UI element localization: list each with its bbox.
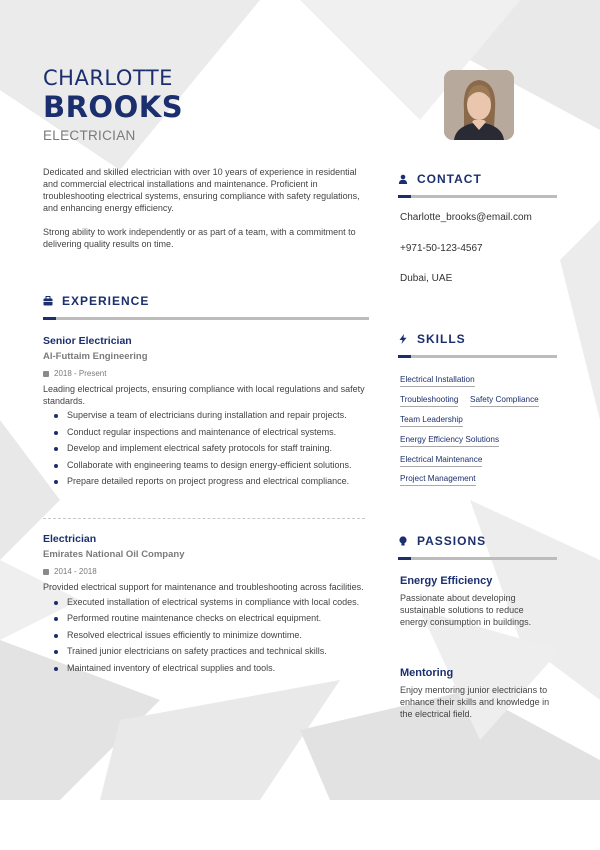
lightning-icon — [398, 334, 408, 344]
passion-description: Enjoy mentoring junior electricians to enhance their skills and knowledge in the electrical field. — [400, 685, 550, 719]
skill-tag: Electrical Maintenance — [400, 455, 482, 467]
job-entry — [43, 335, 373, 493]
contact-email[interactable]: Charlotte_brooks@email.com — [400, 212, 532, 223]
passions-rule — [398, 557, 557, 560]
job-divider — [43, 518, 365, 519]
job-dates: 2018 - Present — [43, 369, 373, 378]
profile-photo — [444, 70, 514, 140]
lightbulb-icon — [398, 536, 408, 546]
passions-heading: PASSIONS — [398, 534, 486, 548]
summary-paragraph: Dedicated and skilled electrician with over 10 years of experience in residential and commercial electrical installations and maintenance. Proficient in troubleshooting electrical systems, ensuring compliance with safety regulations, and enhancing energy efficiency. — [43, 167, 360, 213]
experience-rule — [43, 317, 369, 320]
passion-title: Mentoring — [400, 667, 454, 679]
job-company: Al-Futtaim Engineering — [43, 351, 148, 362]
job-bullet: Maintained inventory of electrical supplies and tools. — [67, 663, 373, 675]
skill-tag: Safety Compliance — [470, 395, 539, 407]
summary-paragraph: Strong ability to work independently or as part of a team, with a commitment to delivering quality results on time. — [43, 227, 356, 249]
skills-heading: SKILLS — [398, 332, 466, 346]
profile-summary — [43, 166, 373, 262]
job-company: Emirates National Oil Company — [43, 549, 185, 560]
portrait-image — [444, 70, 514, 140]
job-bullet: Executed installation of electrical systems in compliance with local codes. — [67, 597, 373, 609]
job-bullets — [43, 597, 373, 675]
calendar-icon — [43, 569, 49, 575]
skill-tag: Team Leadership — [400, 415, 463, 427]
job-bullets — [43, 410, 373, 488]
person-icon — [398, 174, 408, 184]
contact-location: Dubai, UAE — [400, 273, 453, 284]
job-description: Provided electrical support for maintenance and troubleshooting across facilities. — [43, 582, 364, 592]
page-bottom-margin — [0, 800, 600, 850]
job-bullet: Resolved electrical issues efficiently to minimize downtime. — [67, 630, 373, 642]
job-title: ELECTRICIAN — [43, 128, 136, 143]
job-description: Leading electrical projects, ensuring compliance with local regulations and safety standards. — [43, 384, 365, 406]
job-bullet: Performed routine maintenance checks on electrical equipment. — [67, 613, 373, 625]
contact-phone[interactable]: +971-50-123-4567 — [400, 243, 483, 254]
job-entry — [43, 533, 373, 679]
contact-heading: CONTACT — [398, 172, 482, 186]
first-name: CHARLOTTE — [43, 66, 173, 90]
passion-title: Energy Efficiency — [400, 575, 493, 587]
job-bullet: Develop and implement electrical safety protocols for staff training. — [67, 443, 373, 455]
contact-rule — [398, 195, 557, 198]
experience-heading: EXPERIENCE — [43, 294, 149, 308]
job-bullet: Supervise a team of electricians during installation and repair projects. — [67, 410, 373, 422]
job-bullet: Collaborate with engineering teams to design energy-efficient solutions. — [67, 460, 373, 472]
job-role: Senior Electrician — [43, 335, 132, 347]
job-role: Electrician — [43, 533, 97, 545]
skill-tag: Troubleshooting — [400, 395, 458, 407]
passion-description: Passionate about developing sustainable solutions to reduce energy consumption in buildings. — [400, 593, 532, 627]
calendar-icon — [43, 371, 49, 377]
skill-tag: Energy Efficiency Solutions — [400, 435, 499, 447]
last-name: BROOKS — [43, 90, 184, 124]
briefcase-icon — [43, 296, 53, 306]
job-bullet: Prepare detailed reports on project progress and electrical compliance. — [67, 476, 373, 488]
skill-tag: Project Management — [400, 474, 476, 486]
job-dates: 2014 - 2018 — [43, 567, 373, 576]
job-bullet: Trained junior electricians on safety practices and technical skills. — [67, 646, 373, 658]
skills-rule — [398, 355, 557, 358]
job-bullet: Conduct regular inspections and maintenance of electrical systems. — [67, 427, 373, 439]
skill-tag: Electrical Installation — [400, 375, 475, 387]
